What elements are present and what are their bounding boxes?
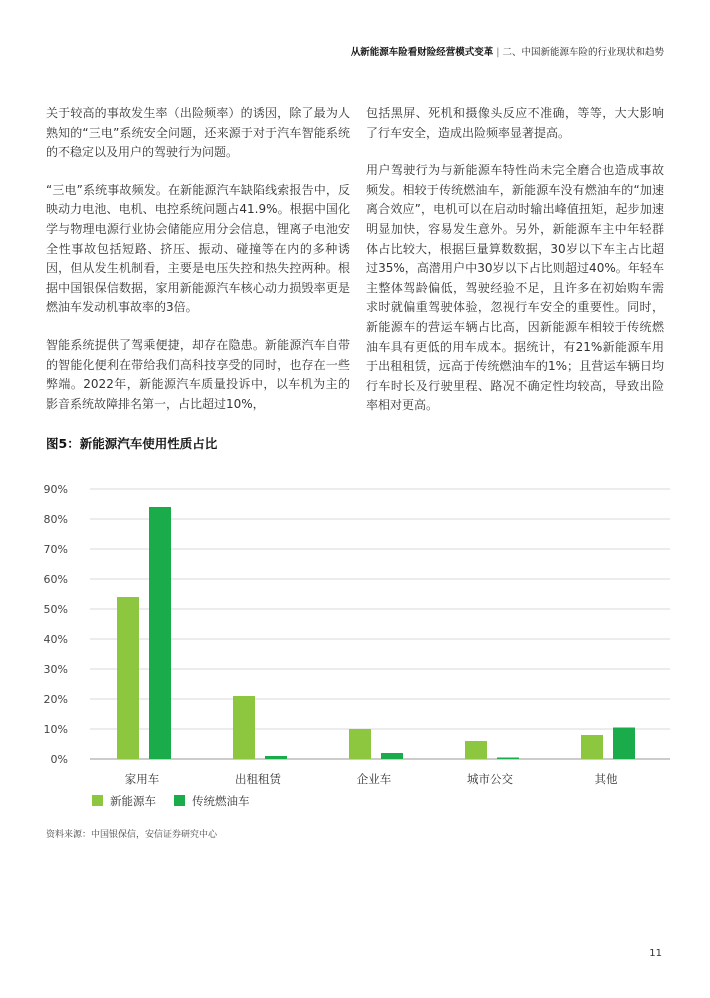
legend-swatch [92,795,103,806]
page-number: 11 [649,948,662,959]
bar-nev [117,597,139,759]
chart-canvas [30,474,680,819]
figure-title: 图5：新能源汽车使用性质占比 [46,436,218,451]
y-tick-label: 0% [50,753,68,766]
x-tick-label: 企业车 [356,772,392,786]
left-column [46,104,350,432]
x-tick-label: 家用车 [124,772,160,786]
y-tick-label: 30% [43,663,68,676]
x-tick-label: 其他 [594,772,618,786]
bar-fuel [265,756,287,759]
y-tick-label: 60% [43,573,68,586]
y-tick-label: 70% [43,543,68,556]
paragraph: 关于较高的事故发生率（出险频率）的诱因，除了最为人熟知的“三电”系统安全问题，还来源于对于汽车智能系统的不稳定以及用户的驾驶行为问题。 [46,106,350,160]
running-header [351,44,664,58]
legend-swatch [174,795,185,806]
paragraph: 智能系统提供了驾乘便捷，却存在隐患。新能源汽车自带的智能化便利在带给我们高科技享受的同时，也存在一些弊端。2022年，新能源汽车质量投诉中，以车机为主的影音系统故障排名第一，占比超过10%， [46,337,350,411]
paragraph: 用户驾驶行为与新能源车特性尚未完全磨合也造成事故频发。相较于传统燃油车，新能源车没有燃油车的“加速离合效应”，电机可以在启动时输出峰值扭矩，起步加速明显加快，容易发生意外。另外，新能源车主中年轻群体占比较大，根据巨量算数数据，30岁以下车主占比超过35%，高潜用户中30岁以下占比则超过40%。年轻车主整体驾龄偏低，驾驶经验不足，且许多在初始购车需求时就偏重驾驶体验，忽视行车安全的重要性。同时，新能源车的营运车辆占比高，因新能源车相较于传统燃油车具有更低的用车成本。据统计，有21%新能源车用于出租租赁，远高于传统燃油车的1%；且营运车辆日均行车时长及行驶里程、路况不确定性均较高，导致出险率相对更高。 [366,163,664,413]
header-separator: | [496,47,500,58]
paragraph: “三电”系统事故频发。在新能源汽车缺陷线索报告中，反映动力电池、电机、电控系统问题占41.9%。根据中国化学与物理电源行业协会储能应用分会信息，锂离子电池安全性事故包括短路、挤压、振动、碰撞等在内的多种诱因，但从发生机制看，主要是电压失控和热失控两种。根据中国银保信数据，家用新能源汽车核心动力损毁率更是燃油车发动机事故率的3倍。 [46,182,350,315]
report-title: 从新能源车险看财险经营模式变革 [350,47,494,58]
bar-nev [465,741,487,759]
bar-fuel [613,728,635,760]
y-tick-label: 20% [43,693,68,706]
legend-label: 新能源车 [110,794,156,808]
y-tick-label: 50% [43,603,68,616]
source-note: 资料来源：中国银保信，安信证券研究中心 [46,830,218,840]
paragraph: 包括黑屏、死机和摄像头反应不准确，等等，大大影响了行车安全，造成出险频率显著提高。 [366,106,664,140]
y-tick-label: 10% [43,723,68,736]
legend-label: 传统燃油车 [192,794,250,808]
bar-nev [581,735,603,759]
bar-nev [233,696,255,759]
bar-chart [30,474,680,823]
x-tick-label: 出租租赁 [235,772,281,786]
y-tick-label: 40% [43,633,68,646]
y-tick-label: 90% [43,483,68,496]
bar-fuel [381,753,403,759]
x-tick-label: 城市公交 [467,772,513,786]
right-column [366,104,664,434]
bar-fuel [497,758,519,760]
section-title: 二、中国新能源车险的行业现状和趋势 [502,47,664,58]
bar-fuel [149,507,171,759]
bar-nev [349,729,371,759]
y-tick-label: 80% [43,513,68,526]
